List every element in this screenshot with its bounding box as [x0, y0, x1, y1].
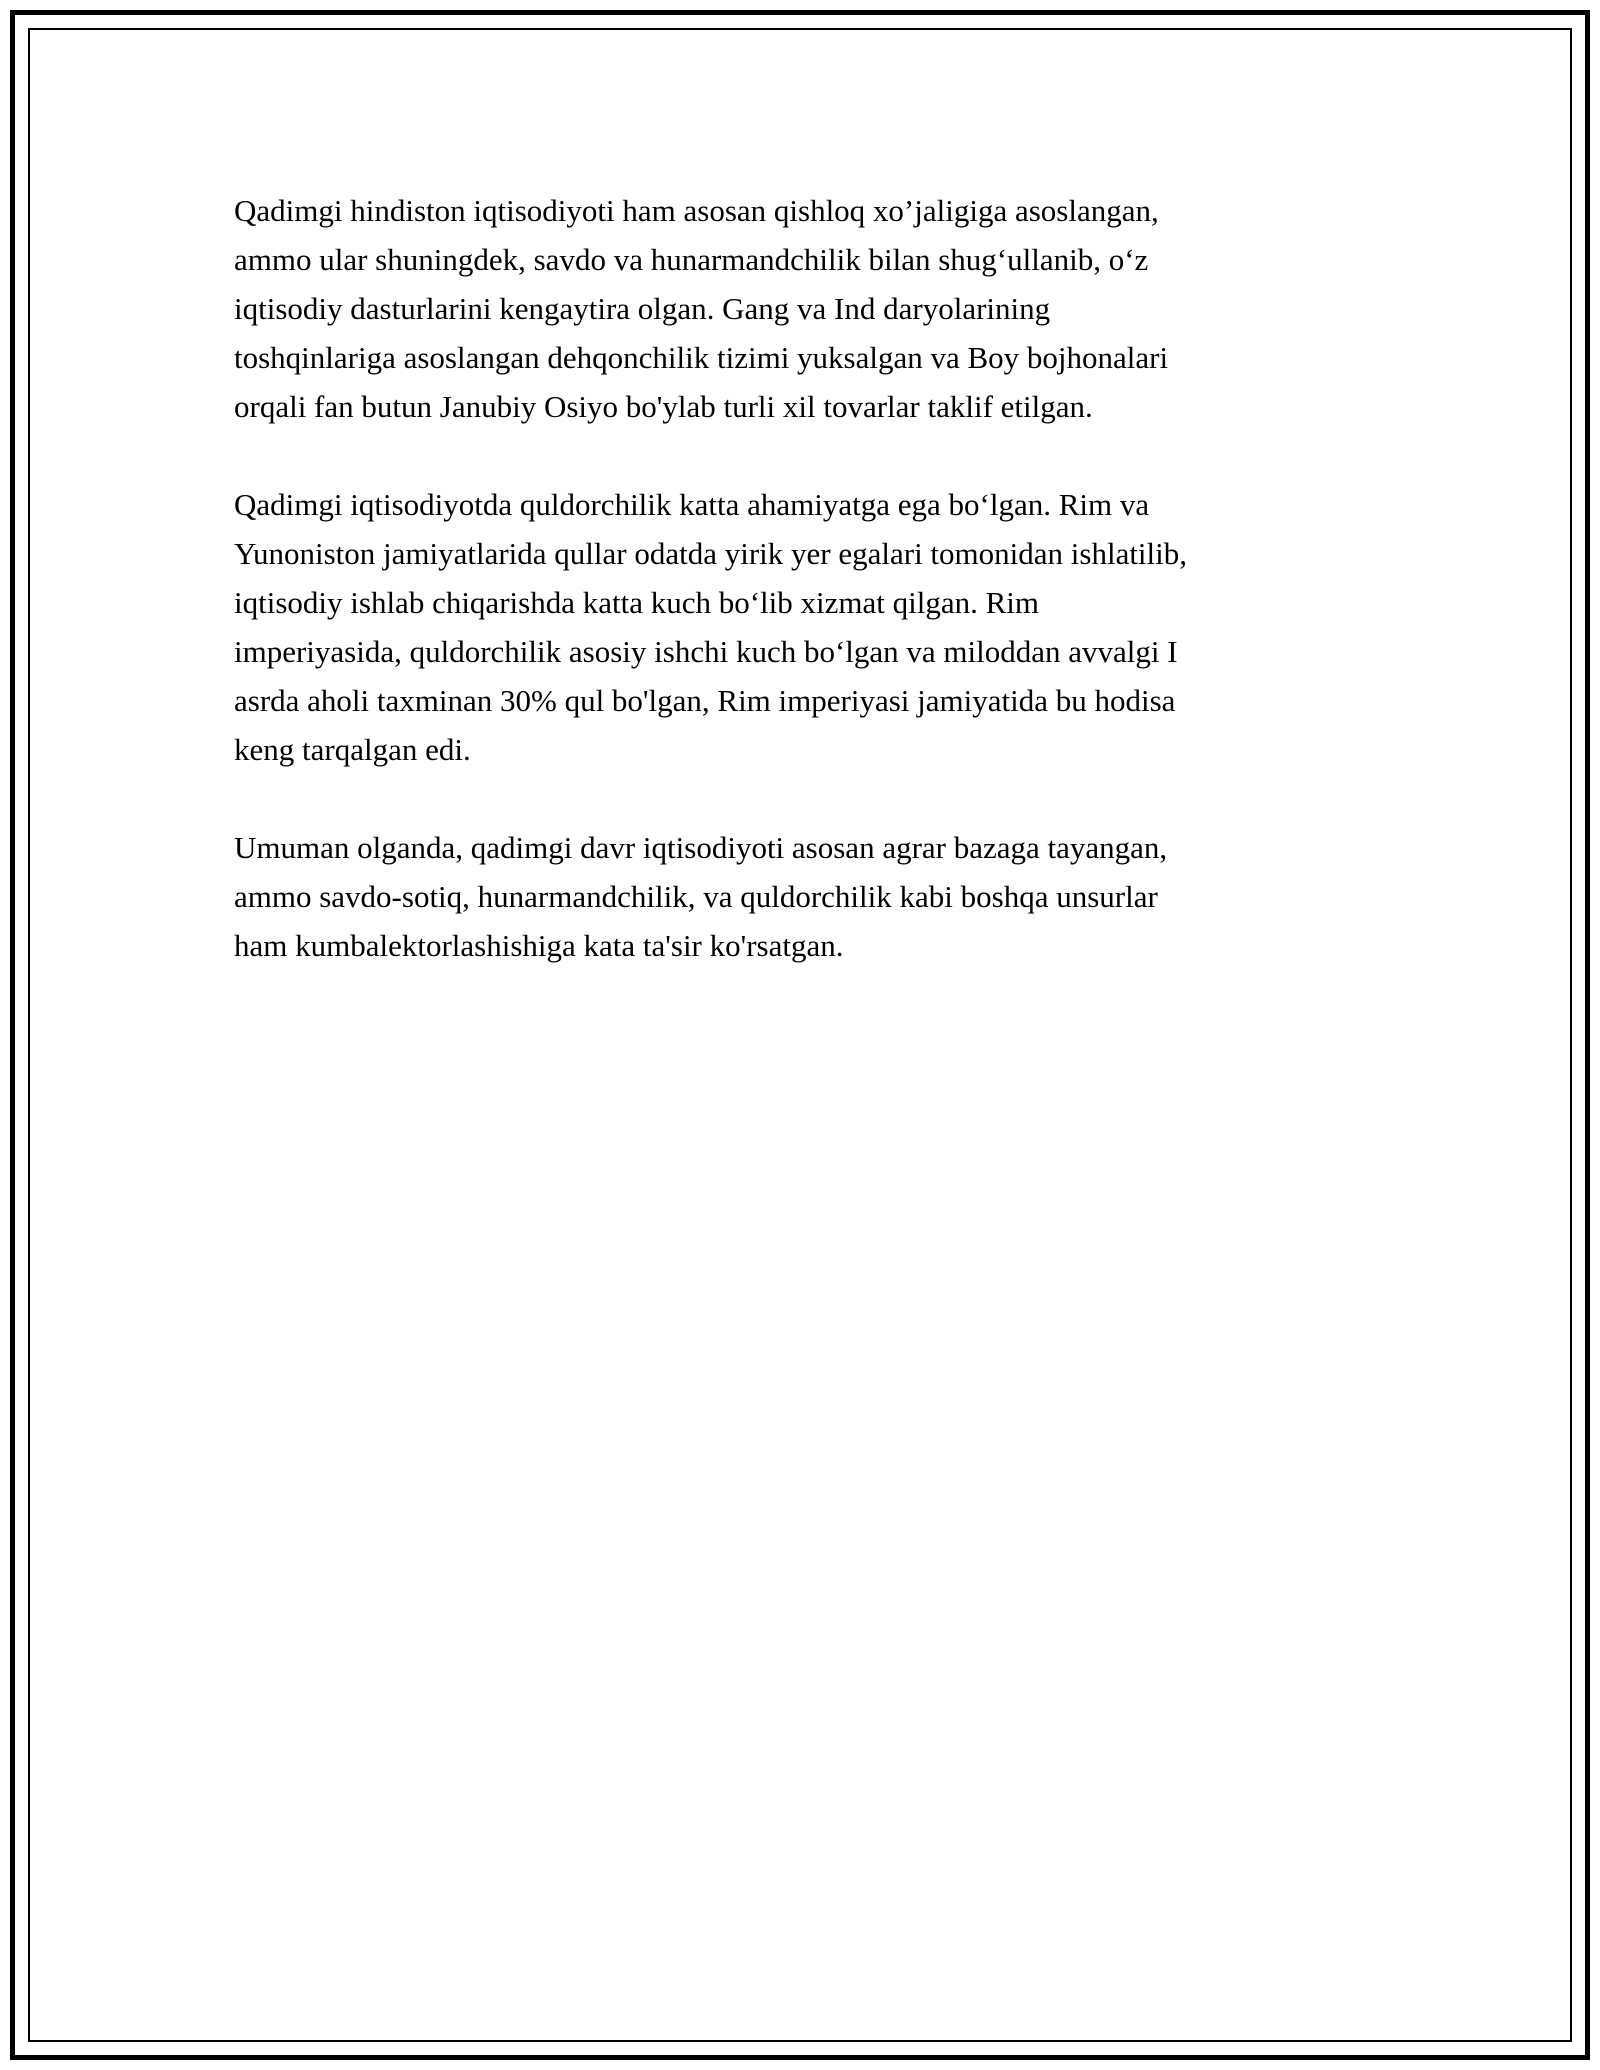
text-line: keng tarqalgan edi.	[234, 732, 471, 767]
document-body	[234, 186, 1424, 1019]
text-line: ammo savdo-sotiq, hunarmandchilik, va quldorchilik kabi boshqa unsurlar	[234, 879, 1158, 914]
text-line: Qadimgi iqtisodiyotda quldorchilik katta ahamiyatga ega bo‘lgan. Rim va	[234, 487, 1150, 522]
text-line: Umuman olganda, qadimgi davr iqtisodiyoti asosan agrar bazaga tayangan,	[234, 830, 1168, 865]
text-line: ammo ular shuningdek, savdo va hunarmandchilik bilan shug‘ullanib, o‘z	[234, 242, 1149, 277]
text-line: toshqinlariga asoslangan dehqonchilik tizimi yuksalgan va Boy bojhonalari	[234, 340, 1169, 375]
paragraph	[234, 186, 1424, 431]
text-line: asrda aholi taxminan 30% qul bo'lgan, Rim imperiyasi jamiyatida bu hodisa	[234, 683, 1176, 718]
text-line: Yunoniston jamiyatlarida qullar odatda yirik yer egalari tomonidan ishlatilib,	[234, 536, 1188, 571]
text-line: imperiyasida, quldorchilik asosiy ishchi kuch bo‘lgan va miloddan avvalgi I	[234, 634, 1178, 669]
text-line: iqtisodiy ishlab chiqarishda katta kuch bo‘lib xizmat qilgan. Rim	[234, 585, 1040, 620]
paragraph	[234, 823, 1424, 970]
text-line: iqtisodiy dasturlarini kengaytira olgan. Gang va Ind daryolarining	[234, 291, 1051, 326]
text-line: Qadimgi hindiston iqtisodiyoti ham asosan qishloq xo’jaligiga asoslangan,	[234, 193, 1159, 228]
text-line: orqali fan butun Janubiy Osiyo bo'ylab turli xil tovarlar taklif etilgan.	[234, 389, 1093, 424]
text-line: ham kumbalektorlashishiga kata ta'sir ko'rsatgan.	[234, 928, 844, 963]
paragraph	[234, 480, 1424, 774]
